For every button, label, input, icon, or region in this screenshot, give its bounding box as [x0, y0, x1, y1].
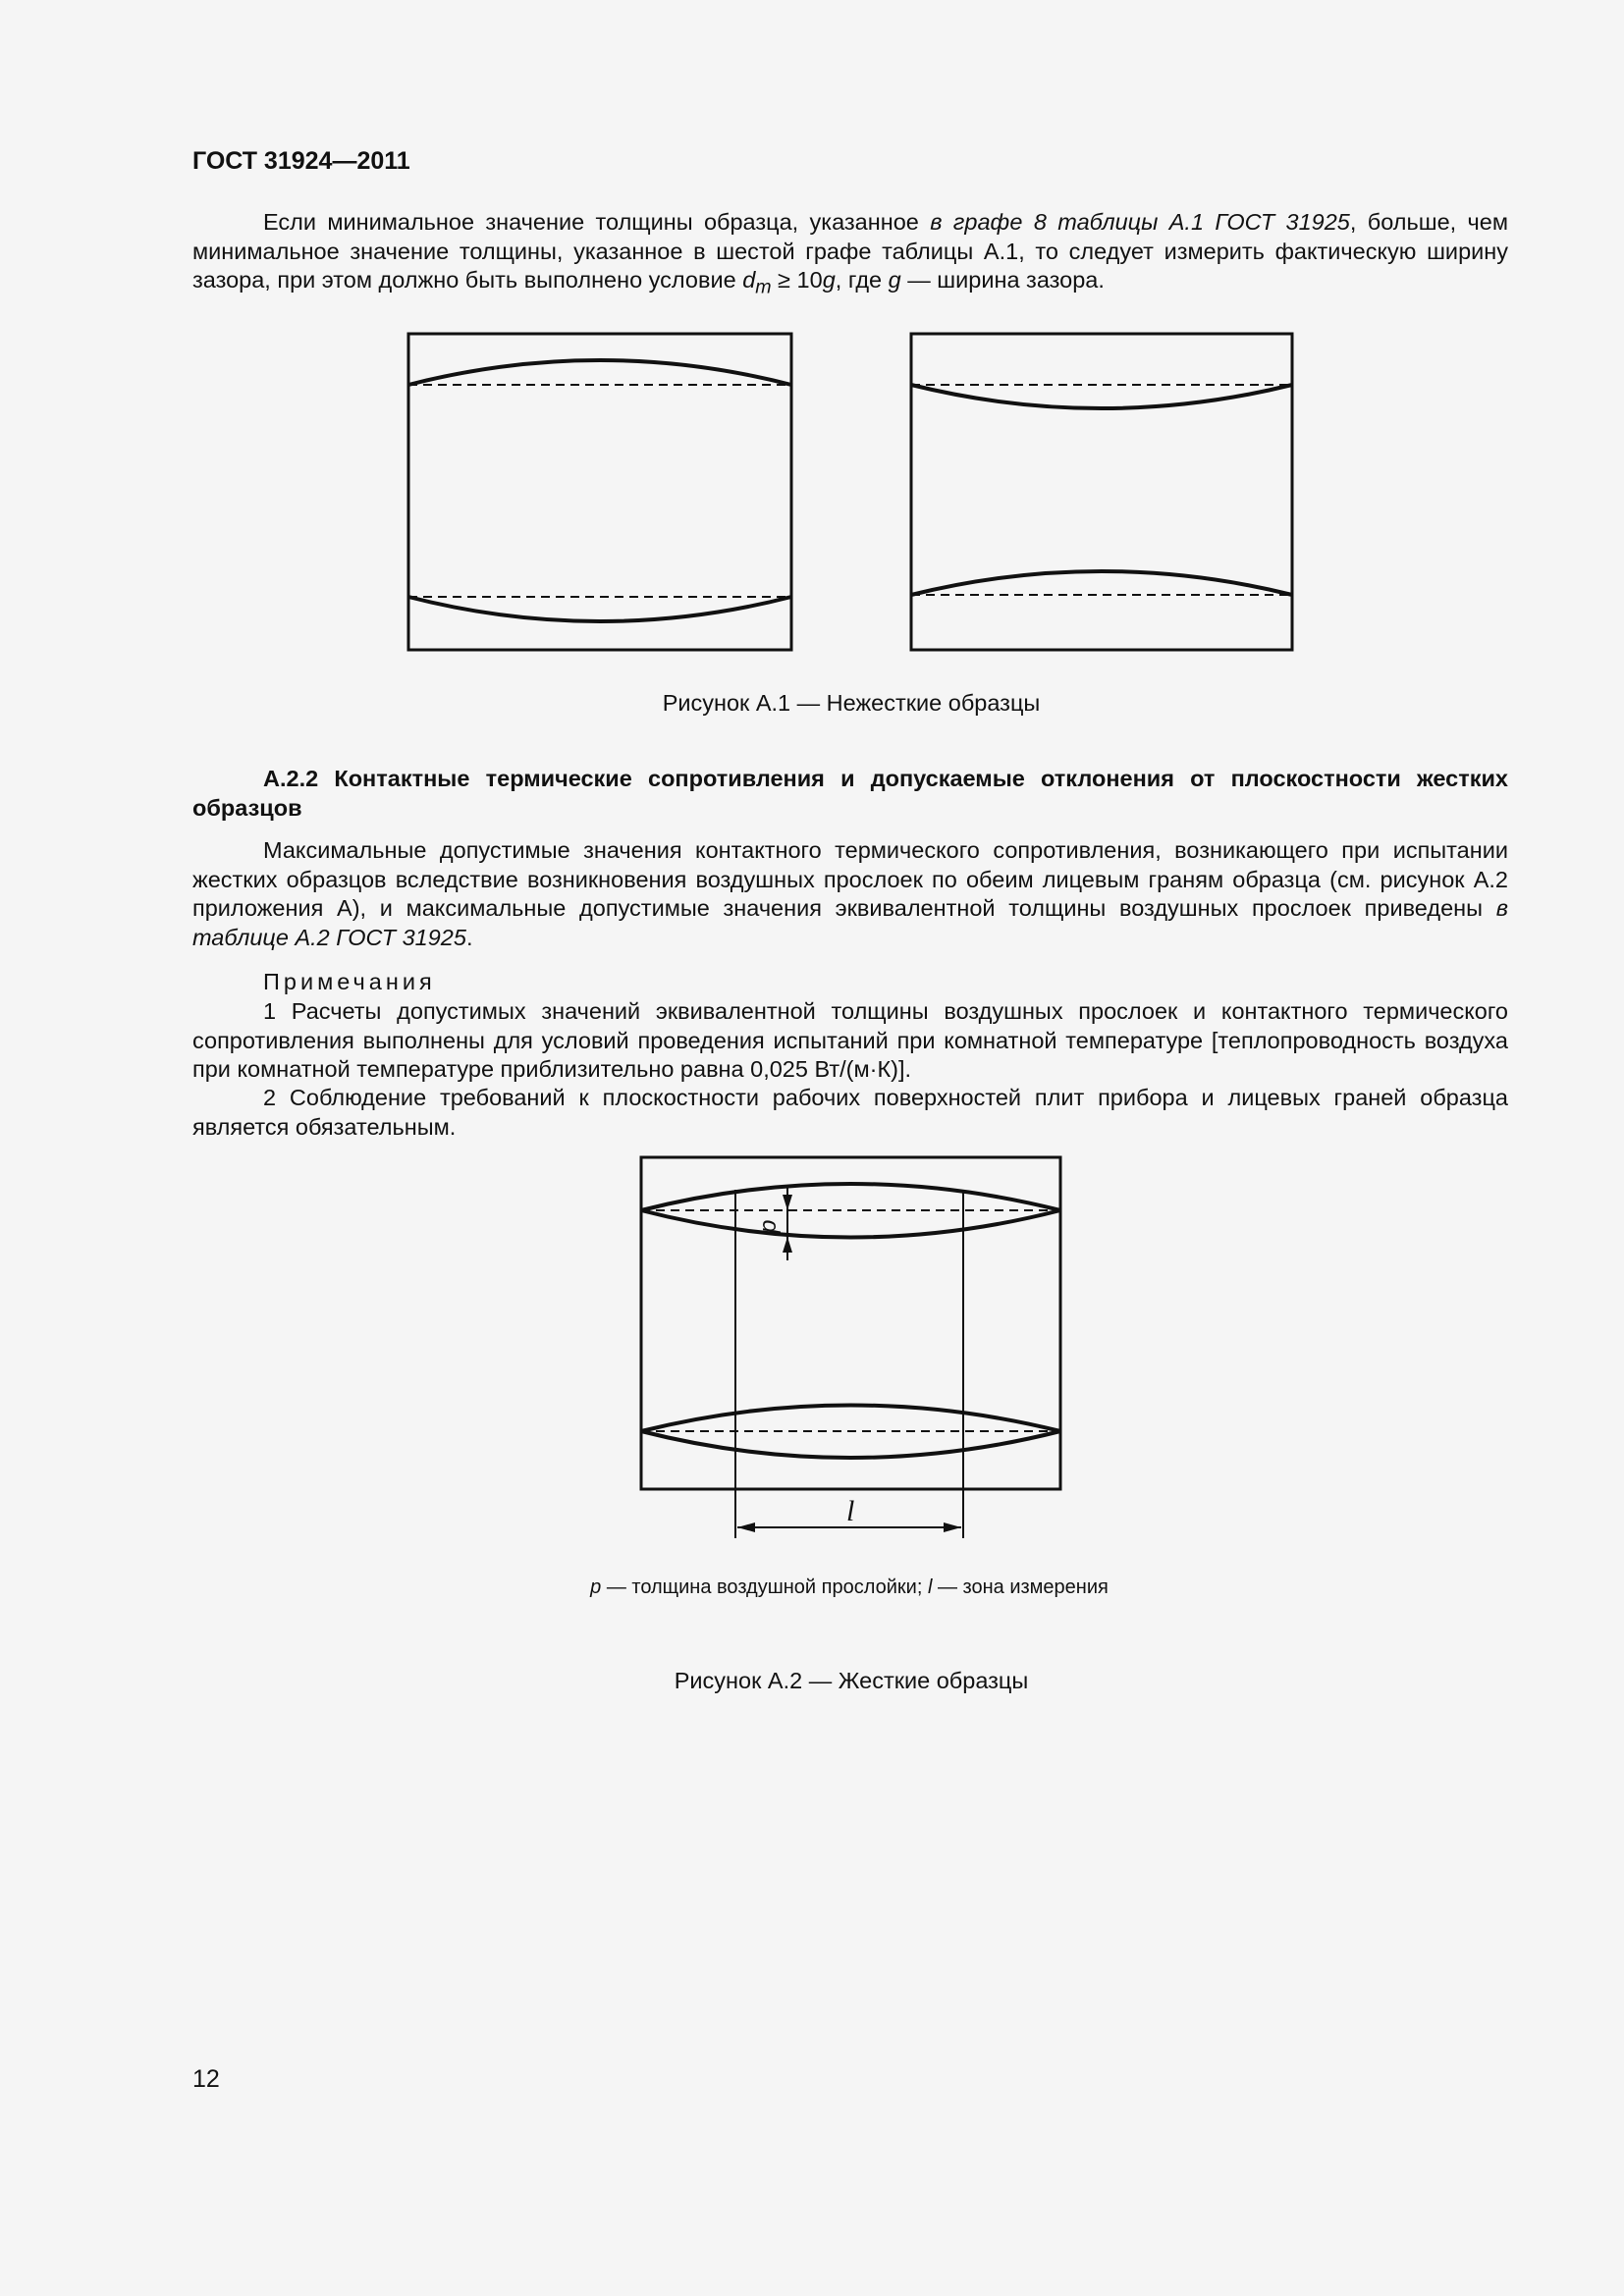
figure-a2-caption: Рисунок А.2 — Жесткие образцы — [674, 1668, 1029, 1693]
upper-surface-curve — [641, 1406, 1060, 1432]
figure-a1-caption: Рисунок А.1 — Нежесткие образцы — [662, 690, 1041, 716]
convex-surface-curve — [408, 360, 791, 385]
label-l: l — [846, 1495, 855, 1527]
lower-surface-curve — [641, 1210, 1060, 1238]
notes-title: Примечания — [263, 969, 436, 994]
arrow-head — [783, 1195, 792, 1210]
label-p: p — [755, 1219, 782, 1233]
concave-surface-curve — [911, 571, 1292, 595]
arrow-head — [944, 1522, 961, 1532]
arrow-head — [783, 1237, 792, 1253]
concave-surface-curve — [911, 385, 1292, 408]
nonrigid-specimen-right-frame — [911, 334, 1292, 650]
figure-a2-legend: p — толщина воздушной прослойки; l — зона измерения — [590, 1576, 1109, 1598]
note-1: 1 Расчеты допустимых значений эквивалентной толщины воздушных прослоек и контактного термического сопротивления выполнены для условий проведения испытаний при комнатной температуре [теплопроводность воздуха при комнатной температуре приблизительно равна 0,025 Вт/(м·К)]. — [192, 998, 1508, 1082]
note-2: 2 Соблюдение требований к плоскостности рабочих поверхностей плит прибора и лицевых граней образца является обязательным. — [192, 1085, 1508, 1140]
nonrigid-specimen-left-frame — [408, 334, 791, 650]
arrow-head — [737, 1522, 755, 1532]
page-number: 12 — [192, 2065, 220, 2093]
rigid-specimen-frame — [641, 1157, 1060, 1489]
paragraph-thickness-condition: Если минимальное значение толщины образца, указанное в графе 8 таблицы А.1 ГОСТ 31925, больше, чем минимальное значение толщины, указанное в шестой графе таблицы А.1, то следует измерить фактическую ширину зазора, при этом должно быть выполнено условие $d_m \ge 10g$, где g — ширина зазора. — [192, 209, 1509, 298]
convex-surface-curve — [408, 597, 791, 621]
upper-surface-curve — [641, 1184, 1060, 1210]
figure-a2-diagram — [641, 1157, 1060, 1538]
document-code: ГОСТ 31924—2011 — [192, 147, 410, 175]
section-heading: А.2.2 Контактные термические сопротивления и допускаемые отклонения от плоскостности жестких образцов — [192, 766, 1508, 821]
lower-surface-curve — [641, 1431, 1060, 1458]
paragraph-contact-resistance: Максимальные допустимые значения контактного термического сопротивления, возникающего при испытании жестких образцов вследствие возникновения воздушных прослоек по обеим лицевым граням образца (см. рисунок А.2 приложения А), и максимальные допустимые значения эквивалентной толщины воздушных прослоек приведены в таблице А.2 ГОСТ 31925. — [192, 837, 1508, 950]
